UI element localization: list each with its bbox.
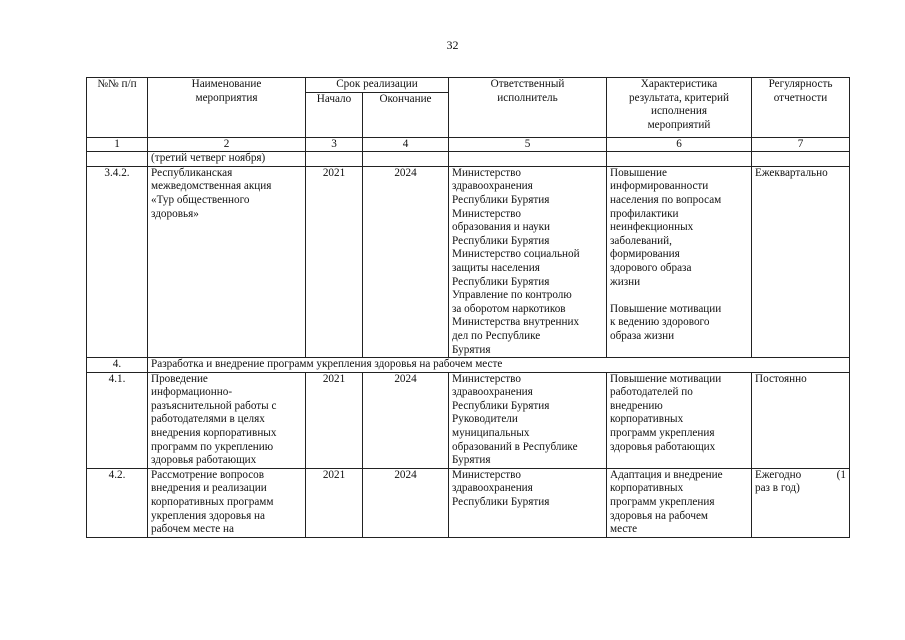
row-name: Рассмотрение вопросов внедрения и реализации корпоративных программ укрепления здоровья на рабочем месте на xyxy=(148,468,306,537)
row-reporting: Ежеквартально xyxy=(752,166,850,357)
row-reporting: Ежегодно (1 раз в год) xyxy=(752,468,850,537)
header-name: Наименование мероприятия xyxy=(148,78,306,138)
column-number: 6 xyxy=(607,137,752,152)
row-number: 4.1. xyxy=(87,372,148,468)
continuation-row xyxy=(87,152,850,167)
header-responsible: Ответственный исполнитель xyxy=(449,78,607,138)
column-number: 4 xyxy=(363,137,449,152)
row-name: Республиканская межведомственная акция «Тур общественного здоровья» xyxy=(148,166,306,357)
activities-table xyxy=(86,77,850,538)
row-start: 2021 xyxy=(306,372,363,468)
row-end: 2024 xyxy=(363,166,449,357)
table-row xyxy=(87,468,850,537)
header-reporting: Регулярность отчетности xyxy=(752,78,850,138)
section-row xyxy=(87,358,850,373)
header-term: Срок реализации xyxy=(306,78,449,93)
column-number: 5 xyxy=(449,137,607,152)
row-responsible: Министерство здравоохранения Республики Бурятия xyxy=(449,468,607,537)
row-start: 2021 xyxy=(306,468,363,537)
row-name: Проведение информационно- разъяснительной работы с работодателями в целях внедрения корпоративных программ по укреплению здоровья работающих xyxy=(148,372,306,468)
header-end: Окончание xyxy=(363,92,449,137)
row-result: Повышение информированности населения по вопросам профилактики неинфекционных заболеваний, формирования здорового образа жизни Повышение мотивации к ведению здорового образа жизни xyxy=(607,166,752,357)
row-end: 2024 xyxy=(363,468,449,537)
column-numbers-row xyxy=(87,137,850,152)
row-responsible: Министерство здравоохранения Республики Бурятия Руководители муниципальных образований в Республике Бурятия xyxy=(449,372,607,468)
column-number: 3 xyxy=(306,137,363,152)
table-row xyxy=(87,372,850,468)
section-number: 4. xyxy=(87,358,148,373)
header-num: №№ п/п xyxy=(87,78,148,138)
row-result: Адаптация и внедрение корпоративных программ укрепления здоровья на рабочем месте xyxy=(607,468,752,537)
row-end: 2024 xyxy=(363,372,449,468)
table-row xyxy=(87,166,850,357)
row-result: Повышение мотивации работодателей по внедрению корпоративных программ укрепления здоровья работающих xyxy=(607,372,752,468)
column-number: 7 xyxy=(752,137,850,152)
row-start: 2021 xyxy=(306,166,363,357)
continuation-text: (третий четверг ноября) xyxy=(148,152,306,167)
page-number: 32 xyxy=(446,38,459,52)
header-row xyxy=(87,78,850,93)
row-number: 4.2. xyxy=(87,468,148,537)
row-reporting: Постоянно xyxy=(752,372,850,468)
row-number: 3.4.2. xyxy=(87,166,148,357)
column-number: 1 xyxy=(87,137,148,152)
row-responsible: Министерство здравоохранения Республики Бурятия Министерство образования и науки Республики Бурятия Министерство социальной защиты населения Республики Бурятия Управление по контролю за оборотом наркотиков Министерства внутренних дел по Республике Бурятия xyxy=(449,166,607,357)
section-title: Разработка и внедрение программ укрепления здоровья на рабочем месте xyxy=(148,358,850,373)
header-result: Характеристика результата, критерий исполнения мероприятий xyxy=(607,78,752,138)
column-number: 2 xyxy=(148,137,306,152)
header-start: Начало xyxy=(306,92,363,137)
